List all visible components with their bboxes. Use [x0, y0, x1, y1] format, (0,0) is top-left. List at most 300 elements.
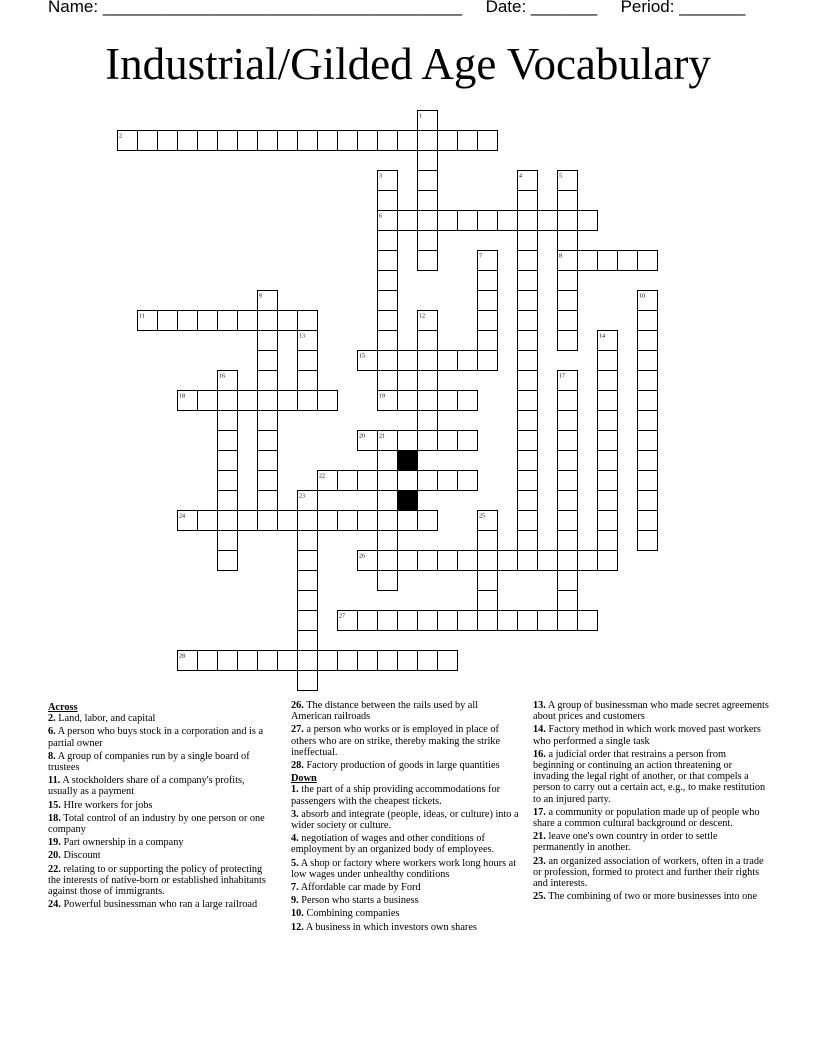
grid-cell[interactable] — [378, 371, 398, 391]
clue-item — [291, 784, 520, 806]
grid-cell[interactable] — [398, 391, 418, 411]
grid-cell[interactable] — [238, 391, 258, 411]
grid-cell[interactable] — [518, 471, 538, 491]
grid-cell[interactable] — [338, 471, 358, 491]
grid-cell[interactable] — [198, 131, 218, 151]
grid-cell[interactable] — [638, 391, 658, 411]
grid-cell[interactable] — [218, 451, 238, 471]
period-label: Period: — [620, 0, 675, 16]
clue-text: Total control of an industry by one person or one company — [48, 812, 265, 836]
grid-cell[interactable] — [598, 411, 618, 431]
grid-cell[interactable] — [418, 331, 438, 351]
grid-cell[interactable] — [558, 191, 578, 211]
grid-cell[interactable] — [298, 551, 318, 571]
grid-cell[interactable] — [538, 551, 558, 571]
clue-number: 11. — [48, 775, 61, 787]
clue-number: 8. — [48, 750, 56, 762]
grid-cell[interactable] — [578, 251, 598, 271]
grid-cell[interactable] — [258, 451, 278, 471]
clue-item — [48, 751, 274, 773]
grid-cell[interactable] — [238, 511, 258, 531]
grid-cell[interactable] — [378, 531, 398, 551]
clue-number-label: 19 — [379, 393, 385, 400]
grid-cell[interactable] — [518, 371, 538, 391]
clue-number-label: 6 — [379, 213, 382, 220]
grid-cell[interactable] — [398, 651, 418, 671]
grid-cell[interactable] — [518, 451, 538, 471]
grid-cell[interactable] — [538, 211, 558, 231]
grid-cell[interactable] — [558, 391, 578, 411]
grid-cell[interactable] — [418, 411, 438, 431]
grid-cell[interactable] — [478, 271, 498, 291]
grid-cell[interactable] — [198, 311, 218, 331]
grid-cell[interactable] — [298, 611, 318, 631]
grid-cell[interactable] — [258, 331, 278, 351]
grid-cell[interactable] — [598, 471, 618, 491]
grid-cell[interactable] — [418, 431, 438, 451]
grid-cell[interactable] — [518, 271, 538, 291]
grid-cell[interactable] — [298, 531, 318, 551]
clue-text: The combining of two or more businesses into one — [545, 891, 758, 903]
grid-cell[interactable] — [418, 651, 438, 671]
clue-number: 6. — [48, 726, 56, 738]
clue-item — [48, 837, 274, 848]
grid-cell[interactable] — [638, 331, 658, 351]
grid-cell[interactable] — [458, 131, 478, 151]
clue-number-label: 16 — [219, 373, 225, 380]
grid-cell[interactable] — [258, 651, 278, 671]
clue-text: the part of a ship providing accommodations for passengers with the cheapest tickets. — [291, 784, 501, 807]
grid-cell[interactable] — [158, 131, 178, 151]
clue-number-label: 9 — [259, 293, 262, 300]
period-field[interactable]: _______ — [679, 0, 746, 16]
page-title: Industrial/Gilded Age Vocabulary — [105, 39, 711, 89]
clue-item — [291, 882, 520, 893]
grid-cell[interactable] — [418, 131, 438, 151]
clue-number: 10. — [291, 908, 304, 920]
grid-cell[interactable] — [378, 251, 398, 271]
grid-cell[interactable] — [398, 211, 418, 231]
grid-cell[interactable] — [158, 311, 178, 331]
grid-cell[interactable] — [398, 431, 418, 451]
grid-cell[interactable] — [558, 571, 578, 591]
grid-cell[interactable] — [218, 531, 238, 551]
grid-cell[interactable] — [378, 351, 398, 371]
clue-number-label: 10 — [639, 293, 645, 300]
grid-cell[interactable] — [358, 651, 378, 671]
grid-cell[interactable] — [478, 131, 498, 151]
grid-cell[interactable] — [398, 351, 418, 371]
grid-cell[interactable] — [298, 591, 318, 611]
clue-number: 13. — [533, 700, 546, 711]
grid-cell[interactable] — [378, 611, 398, 631]
clue-item — [291, 908, 520, 919]
grid-cell[interactable] — [518, 351, 538, 371]
clue-number-label: 8 — [559, 253, 562, 260]
grid-cell[interactable] — [438, 471, 458, 491]
clue-number: 19. — [48, 837, 61, 849]
grid-cell[interactable] — [378, 491, 398, 511]
clue-text: Land, labor, and capital — [55, 713, 156, 725]
clue-item — [291, 922, 520, 933]
grid-cell[interactable] — [218, 391, 238, 411]
clue-item — [291, 760, 520, 771]
grid-cell[interactable] — [638, 491, 658, 511]
grid-cell[interactable] — [458, 431, 478, 451]
grid-cell[interactable] — [458, 551, 478, 571]
clue-number: 20. — [48, 850, 61, 862]
grid-cell[interactable] — [358, 511, 378, 531]
clue-item — [48, 864, 274, 898]
grid-cell[interactable] — [558, 491, 578, 511]
grid-cell[interactable] — [378, 571, 398, 591]
grid-cell[interactable] — [498, 611, 518, 631]
grid-cell[interactable] — [178, 311, 198, 331]
grid-cell[interactable] — [218, 411, 238, 431]
grid-cell[interactable] — [598, 371, 618, 391]
grid-cell[interactable] — [418, 351, 438, 371]
grid-cell[interactable] — [578, 211, 598, 231]
grid-cell[interactable] — [438, 431, 458, 451]
grid-cell[interactable] — [518, 411, 538, 431]
grid-cell[interactable] — [218, 131, 238, 151]
grid-cell[interactable] — [458, 391, 478, 411]
grid-cell[interactable] — [298, 351, 318, 371]
grid-cell[interactable] — [178, 131, 198, 151]
clue-number: 27. — [291, 724, 304, 736]
grid-cell[interactable] — [558, 591, 578, 611]
clue-text: a judicial order that restrains a person from beginning or continuing an action threatening or invading the legal right of another, or that compels a person to carry out a certain act, e.g., to make restitution to an injured party. — [533, 748, 766, 805]
grid-cell[interactable] — [418, 391, 438, 411]
grid-cell[interactable] — [578, 611, 598, 631]
grid-cell[interactable] — [198, 511, 218, 531]
grid-cell[interactable] — [298, 391, 318, 411]
grid-cell[interactable] — [298, 311, 318, 331]
clue-number-label: 21 — [379, 433, 385, 440]
grid-cell[interactable] — [558, 271, 578, 291]
grid-cell[interactable] — [418, 191, 438, 211]
grid-cell[interactable] — [418, 171, 438, 191]
grid-cell[interactable] — [598, 351, 618, 371]
grid-cell[interactable] — [638, 411, 658, 431]
clues-column-1 — [48, 700, 274, 912]
grid-cell[interactable] — [478, 591, 498, 611]
grid-cell[interactable] — [218, 491, 238, 511]
clue-text: a person who works or is employed in place of others who are on strike, thereby making the strike ineffectual. — [291, 724, 501, 758]
grid-cell[interactable] — [378, 511, 398, 531]
grid-cell[interactable] — [298, 631, 318, 651]
grid-cell[interactable] — [378, 271, 398, 291]
grid-cell[interactable] — [498, 551, 518, 571]
clue-number-label: 25 — [479, 513, 485, 520]
grid-cell[interactable] — [638, 351, 658, 371]
grid-cell[interactable] — [218, 311, 238, 331]
grid-cell[interactable] — [518, 231, 538, 251]
clue-number: 5. — [291, 857, 299, 869]
clue-text: The distance between the rails used by all American railroads — [291, 700, 479, 723]
grid-cell[interactable] — [258, 391, 278, 411]
grid-cell[interactable] — [458, 351, 478, 371]
grid-cell[interactable] — [418, 211, 438, 231]
grid-cell[interactable] — [298, 571, 318, 591]
grid-cell[interactable] — [418, 151, 438, 171]
grid-cell[interactable] — [558, 531, 578, 551]
grid-cell[interactable] — [358, 131, 378, 151]
clue-text: A stockholders share of a company's profits, usually as a payment — [48, 775, 245, 798]
grid-cell[interactable] — [218, 511, 238, 531]
grid-cell[interactable] — [438, 211, 458, 231]
grid-cell[interactable] — [338, 511, 358, 531]
grid-cell[interactable] — [558, 611, 578, 631]
clues-column-2 — [291, 700, 520, 935]
grid-cell[interactable] — [378, 231, 398, 251]
clue-number: 26. — [291, 700, 304, 711]
grid-cell[interactable] — [218, 471, 238, 491]
grid-cell[interactable] — [638, 311, 658, 331]
grid-cell[interactable] — [578, 551, 598, 571]
grid-cell[interactable] — [378, 451, 398, 471]
grid-cell[interactable] — [478, 571, 498, 591]
name-field[interactable]: ______________________________________ — [102, 0, 463, 16]
clue-number: 28. — [291, 760, 304, 772]
grid-cell[interactable] — [318, 131, 338, 151]
grid-cell[interactable] — [558, 551, 578, 571]
clue-item — [48, 813, 274, 835]
grid-cell[interactable] — [598, 251, 618, 271]
grid-cell[interactable] — [518, 611, 538, 631]
grid-cell[interactable] — [318, 391, 338, 411]
grid-cell[interactable] — [398, 471, 418, 491]
black-cell — [398, 491, 418, 511]
grid-cell[interactable] — [358, 611, 378, 631]
grid-cell[interactable] — [558, 291, 578, 311]
grid-cell[interactable] — [198, 391, 218, 411]
clue-number-label: 7 — [479, 253, 482, 260]
grid-cell[interactable] — [598, 491, 618, 511]
grid-cell[interactable] — [398, 511, 418, 531]
grid-cell[interactable] — [478, 611, 498, 631]
grid-cell[interactable] — [438, 611, 458, 631]
grid-cell[interactable] — [318, 651, 338, 671]
clue-text: Factory production of goods in large quantities — [303, 760, 500, 772]
clue-number: 25. — [533, 891, 546, 903]
grid-cell[interactable] — [278, 511, 298, 531]
grid-cell[interactable] — [278, 651, 298, 671]
grid-cell[interactable] — [238, 131, 258, 151]
grid-cell[interactable] — [258, 351, 278, 371]
grid-cell[interactable] — [518, 531, 538, 551]
clue-item — [48, 775, 274, 797]
clue-text: Discount — [60, 850, 101, 862]
grid-cell[interactable] — [558, 311, 578, 331]
grid-cell[interactable] — [438, 651, 458, 671]
grid-cell[interactable] — [298, 671, 318, 691]
clue-number-label: 27 — [339, 613, 345, 620]
clue-text: Powerful businessman who ran a large railroad — [60, 899, 258, 911]
grid-cell[interactable] — [518, 251, 538, 271]
grid-cell[interactable] — [598, 391, 618, 411]
grid-cell[interactable] — [598, 431, 618, 451]
grid-cell[interactable] — [478, 551, 498, 571]
grid-cell[interactable] — [338, 131, 358, 151]
grid-cell[interactable] — [558, 511, 578, 531]
grid-cell[interactable] — [558, 331, 578, 351]
grid-cell[interactable] — [478, 291, 498, 311]
grid-cell[interactable] — [298, 131, 318, 151]
grid-cell[interactable] — [218, 551, 238, 571]
grid-cell[interactable] — [518, 431, 538, 451]
clue-number-label: 18 — [179, 393, 185, 400]
grid-cell[interactable] — [378, 191, 398, 211]
grid-cell[interactable] — [378, 311, 398, 331]
grid-cell[interactable] — [558, 431, 578, 451]
clue-item — [291, 833, 520, 855]
clue-text: A business in which investors own shares — [303, 921, 477, 933]
grid-cell[interactable] — [558, 411, 578, 431]
grid-cell[interactable] — [478, 311, 498, 331]
clue-number-label: 23 — [299, 493, 305, 500]
grid-cell[interactable] — [458, 611, 478, 631]
grid-cell[interactable] — [258, 471, 278, 491]
grid-cell[interactable] — [378, 551, 398, 571]
grid-cell[interactable] — [518, 191, 538, 211]
grid-cell[interactable] — [378, 331, 398, 351]
grid-cell[interactable] — [378, 131, 398, 151]
grid-cell[interactable] — [598, 531, 618, 551]
date-field[interactable]: _______ — [530, 0, 598, 16]
grid-cell[interactable] — [418, 471, 438, 491]
grid-cell[interactable] — [638, 431, 658, 451]
clue-number-label: 24 — [179, 513, 185, 520]
grid-cell[interactable] — [638, 471, 658, 491]
clue-number: 12. — [291, 921, 304, 933]
grid-cell[interactable] — [338, 651, 358, 671]
grid-cell[interactable] — [218, 431, 238, 451]
grid-cell[interactable] — [518, 211, 538, 231]
grid-cell[interactable] — [278, 311, 298, 331]
clue-text: A shop or factory where workers work long hours at low wages under unhealthy conditions — [291, 857, 517, 880]
grid-cell[interactable] — [518, 551, 538, 571]
clue-text: a community or population made up of people who share a common cultural background or descent. — [533, 806, 760, 830]
grid-cell[interactable] — [478, 211, 498, 231]
grid-cell[interactable] — [398, 611, 418, 631]
clue-item — [48, 850, 274, 861]
grid-cell[interactable] — [358, 471, 378, 491]
clue-number-label: 15 — [359, 353, 365, 360]
grid-cell[interactable] — [298, 371, 318, 391]
grid-cell[interactable] — [258, 491, 278, 511]
grid-cell[interactable] — [558, 451, 578, 471]
grid-cell[interactable] — [418, 611, 438, 631]
grid-cell[interactable] — [198, 651, 218, 671]
grid-cell[interactable] — [238, 311, 258, 331]
grid-cell[interactable] — [478, 331, 498, 351]
grid-cell[interactable] — [258, 371, 278, 391]
grid-cell[interactable] — [638, 251, 658, 271]
grid-cell[interactable] — [498, 211, 518, 231]
grid-cell[interactable] — [638, 511, 658, 531]
grid-cell[interactable] — [378, 651, 398, 671]
clue-item — [533, 831, 769, 853]
grid-cell[interactable] — [638, 531, 658, 551]
clue-item — [48, 899, 274, 910]
grid-cell[interactable] — [298, 651, 318, 671]
clue-number-label: 2 — [119, 133, 122, 140]
clue-item — [533, 700, 769, 722]
grid-cell[interactable] — [218, 651, 238, 671]
grid-cell[interactable] — [438, 551, 458, 571]
grid-cell[interactable] — [478, 531, 498, 551]
grid-cell[interactable] — [418, 251, 438, 271]
clue-number: 18. — [48, 812, 61, 824]
grid-cell[interactable] — [378, 471, 398, 491]
clue-item — [48, 713, 274, 724]
grid-cell[interactable] — [638, 371, 658, 391]
clue-number-label: 20 — [359, 433, 365, 440]
black-cell — [398, 451, 418, 471]
grid-cell[interactable] — [438, 351, 458, 371]
clue-number: 1. — [291, 784, 299, 796]
grid-cell[interactable] — [598, 511, 618, 531]
clue-number-label: 4 — [519, 173, 522, 180]
grid-cell[interactable] — [418, 511, 438, 531]
grid-cell[interactable] — [518, 311, 538, 331]
grid-cell[interactable] — [598, 451, 618, 471]
grid-cell[interactable] — [558, 211, 578, 231]
grid-cell[interactable] — [538, 611, 558, 631]
clue-number-label: 22 — [319, 473, 325, 480]
grid-cell[interactable] — [418, 371, 438, 391]
grid-cell[interactable] — [598, 551, 618, 571]
grid-cell[interactable] — [258, 131, 278, 151]
grid-cell[interactable] — [278, 391, 298, 411]
grid-cell[interactable] — [258, 431, 278, 451]
grid-cell[interactable] — [238, 651, 258, 671]
grid-cell[interactable] — [378, 291, 398, 311]
grid-cell[interactable] — [398, 551, 418, 571]
clue-text: Affordable car made by Ford — [298, 882, 421, 894]
grid-cell[interactable] — [518, 391, 538, 411]
grid-cell[interactable] — [518, 511, 538, 531]
clue-text: Combining companies — [303, 908, 400, 920]
grid-cell[interactable] — [518, 291, 538, 311]
grid-cell[interactable] — [558, 471, 578, 491]
grid-cell[interactable] — [258, 511, 278, 531]
clue-text: A group of businessman who made secret agreements about prices and customers — [533, 700, 769, 723]
grid-cell[interactable] — [318, 511, 338, 531]
clue-number: 4. — [291, 833, 299, 845]
grid-cell[interactable] — [438, 391, 458, 411]
clue-number-label: 26 — [359, 553, 365, 560]
grid-cell[interactable] — [458, 471, 478, 491]
grid-cell[interactable] — [258, 411, 278, 431]
grid-cell[interactable] — [438, 131, 458, 151]
grid-cell[interactable] — [458, 211, 478, 231]
grid-cell[interactable] — [258, 311, 278, 331]
grid-cell[interactable] — [558, 231, 578, 251]
grid-cell[interactable] — [618, 251, 638, 271]
grid-cell[interactable] — [298, 511, 318, 531]
grid-cell[interactable] — [418, 551, 438, 571]
grid-cell[interactable] — [478, 351, 498, 371]
grid-cell[interactable] — [638, 451, 658, 471]
grid-cell[interactable] — [138, 131, 158, 151]
grid-cell[interactable] — [398, 131, 418, 151]
grid-cell[interactable] — [278, 131, 298, 151]
grid-cell[interactable] — [518, 491, 538, 511]
grid-cell[interactable] — [518, 331, 538, 351]
grid-cell[interactable] — [418, 231, 438, 251]
